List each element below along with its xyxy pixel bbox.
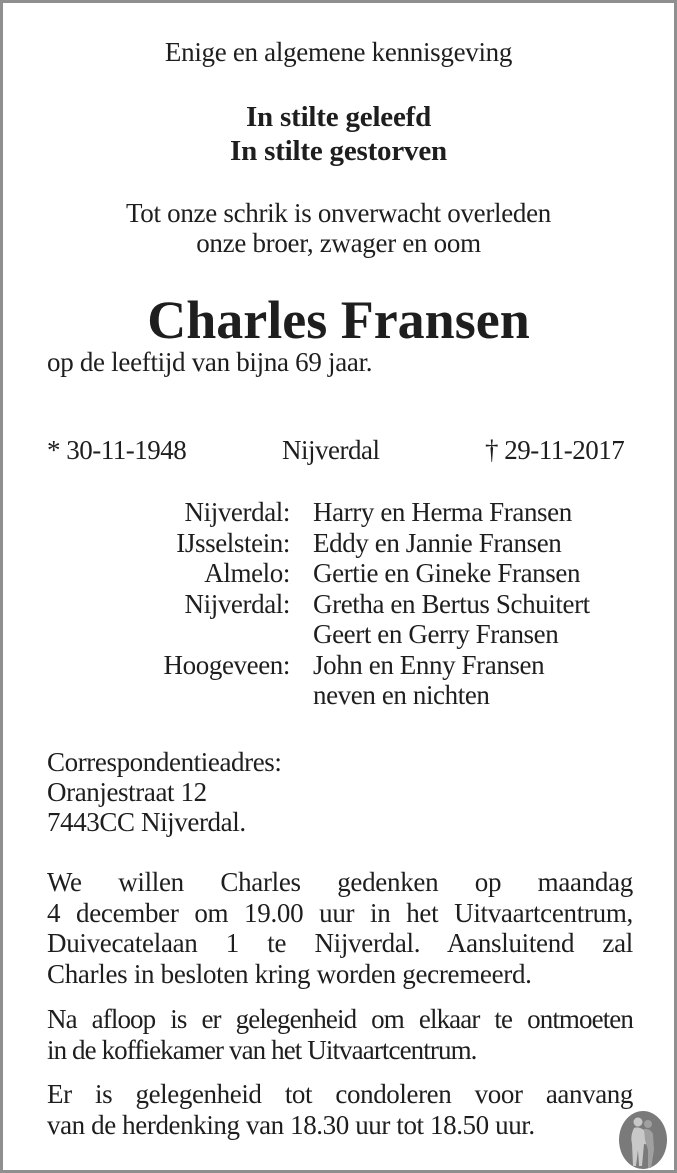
- place: Nijverdal: [282, 435, 380, 465]
- condolence-paragraph: [47, 1079, 633, 1140]
- family-location: Nijverdal:: [184, 588, 290, 619]
- death-date: † 29-11-2017: [485, 435, 625, 465]
- family-location: Hoogeveen:: [163, 649, 290, 680]
- motto-line-2: In stilte gestorven: [230, 135, 447, 167]
- family-location: IJsselstein:: [176, 527, 290, 558]
- deceased-name: Charles Fransen: [147, 290, 530, 350]
- family-names: neven en nichten: [313, 680, 490, 710]
- message-line-1: Tot onze schrik is onverwacht overleden: [125, 198, 551, 228]
- family-names: Gretha en Bertus Schuitert: [313, 588, 590, 619]
- embracing-figures-icon: [618, 1110, 668, 1170]
- family-row: [3, 650, 674, 681]
- family-row: [3, 558, 674, 589]
- paragraph-line: We willen Charles gedenken op maandag: [47, 867, 633, 897]
- family-location: Nijverdal:: [184, 497, 290, 527]
- ceremony-paragraph: [47, 867, 633, 989]
- age-line: op de leeftijd van bijna 69 jaar.: [47, 347, 373, 377]
- message-line-2: onze broer, zwager en oom: [196, 228, 481, 258]
- paragraph-line: in de koffiekamer van het Uitvaartcentrum.: [47, 1034, 477, 1065]
- correspondence-label: Correspondentieadres:: [47, 747, 282, 777]
- family-row: [3, 589, 674, 620]
- intro-heading: Enige en algemene kennisgeving: [164, 37, 513, 67]
- family-row: [3, 497, 674, 528]
- paragraph-line: Er is gelegenheid tot condoleren voor aanvang: [47, 1079, 633, 1109]
- motto-line-1: In stilte geleefd: [245, 101, 432, 133]
- family-list: [3, 497, 674, 711]
- family-location: Almelo:: [204, 558, 290, 588]
- paragraph-line: Charles in besloten kring worden gecremeerd.: [47, 958, 532, 989]
- family-names: Eddy en Jannie Fransen: [313, 527, 562, 558]
- family-names: Harry en Herma Fransen: [313, 497, 572, 527]
- paragraph-line: Duivecatelaan 1 te Nijverdal. Aansluitend zal: [47, 928, 633, 958]
- paragraph-line: 4 december om 19.00 uur in het Uitvaartcentrum,: [47, 897, 633, 928]
- family-row: [3, 528, 674, 559]
- birth-date: * 30-11-1948: [47, 435, 187, 465]
- paragraph-line: Na afloop is er gelegenheid om elkaar te ontmoeten: [47, 1004, 633, 1034]
- family-names: Gertie en Gineke Fransen: [313, 558, 581, 588]
- paragraph-line: van de herdenking van 18.30 uur tot 18.50 uur.: [47, 1109, 535, 1140]
- family-names: Geert en Gerry Fransen: [313, 619, 559, 649]
- meeting-paragraph: [47, 1004, 633, 1065]
- family-names: John en Enny Fransen: [313, 649, 545, 680]
- family-row: [3, 680, 674, 711]
- family-row: [3, 619, 674, 650]
- correspondence-street: Oranjestraat 12: [47, 777, 207, 807]
- correspondence-city: 7443CC Nijverdal.: [47, 807, 246, 837]
